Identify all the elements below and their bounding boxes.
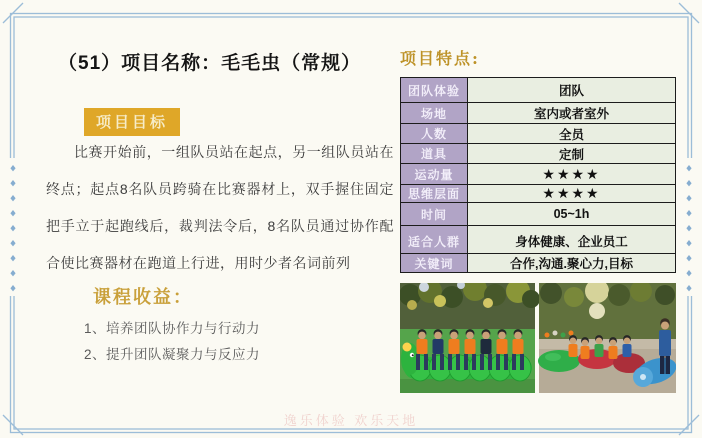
- feature-label: 思维层面: [401, 185, 468, 203]
- table-row: [401, 203, 676, 226]
- feature-value: 05~1h: [468, 203, 676, 226]
- feature-value: 身体健康、企业员工: [468, 226, 676, 254]
- page-title: （51）项目名称：毛毛虫（常规）: [58, 53, 362, 74]
- benefit-item: 2、提升团队凝聚力与反应力: [84, 347, 261, 362]
- activity-photo-left: [400, 283, 540, 393]
- feature-label: 场地: [401, 103, 468, 124]
- feature-value-stars: ★★★★: [468, 185, 676, 203]
- feature-label: 时间: [401, 203, 468, 226]
- goal-description: 比赛开始前，一组队员站在起点，另一组队员站在终点；起点8名队员跨骑在比赛器材上，双手握住固定把手立于起跑线后，裁判法令后，8名队员通过协作配合使比赛器材在跑道上行进，用时少者名词前列: [46, 144, 394, 271]
- activity-photo-right: [538, 283, 676, 393]
- feature-label: 关键词: [401, 254, 468, 273]
- table-row: [401, 185, 676, 203]
- table-row: [401, 226, 676, 254]
- table-row: [401, 103, 676, 124]
- table-row: [401, 164, 676, 185]
- feature-value: 团队: [468, 78, 676, 103]
- feature-value-stars: ★★★★: [468, 164, 676, 185]
- activity-photo: [400, 283, 676, 395]
- watermark: 逸乐体验 欢乐天地: [283, 413, 419, 428]
- features-heading: 项目特点:: [400, 49, 480, 68]
- table-row: [401, 124, 676, 144]
- feature-label: 运动量: [401, 164, 468, 185]
- feature-label: 道具: [401, 144, 468, 164]
- feature-label: 适合人群: [401, 226, 468, 254]
- feature-value: 定制: [468, 144, 676, 164]
- table-row: [401, 254, 676, 273]
- table-row: [401, 144, 676, 164]
- feature-label: 人数: [401, 124, 468, 144]
- feature-label: 团队体验: [401, 78, 468, 103]
- benefits-heading: 课程收益：: [93, 287, 193, 308]
- table-row: [401, 78, 676, 103]
- goal-section-label: 项目目标: [84, 108, 180, 136]
- feature-value: 室内或者室外: [468, 103, 676, 124]
- features-table: [400, 77, 676, 273]
- feature-value: 全员: [468, 124, 676, 144]
- benefit-item: 1、培养团队协作力与行动力: [84, 321, 261, 336]
- feature-value: 合作,沟通.聚心力,目标: [468, 254, 676, 273]
